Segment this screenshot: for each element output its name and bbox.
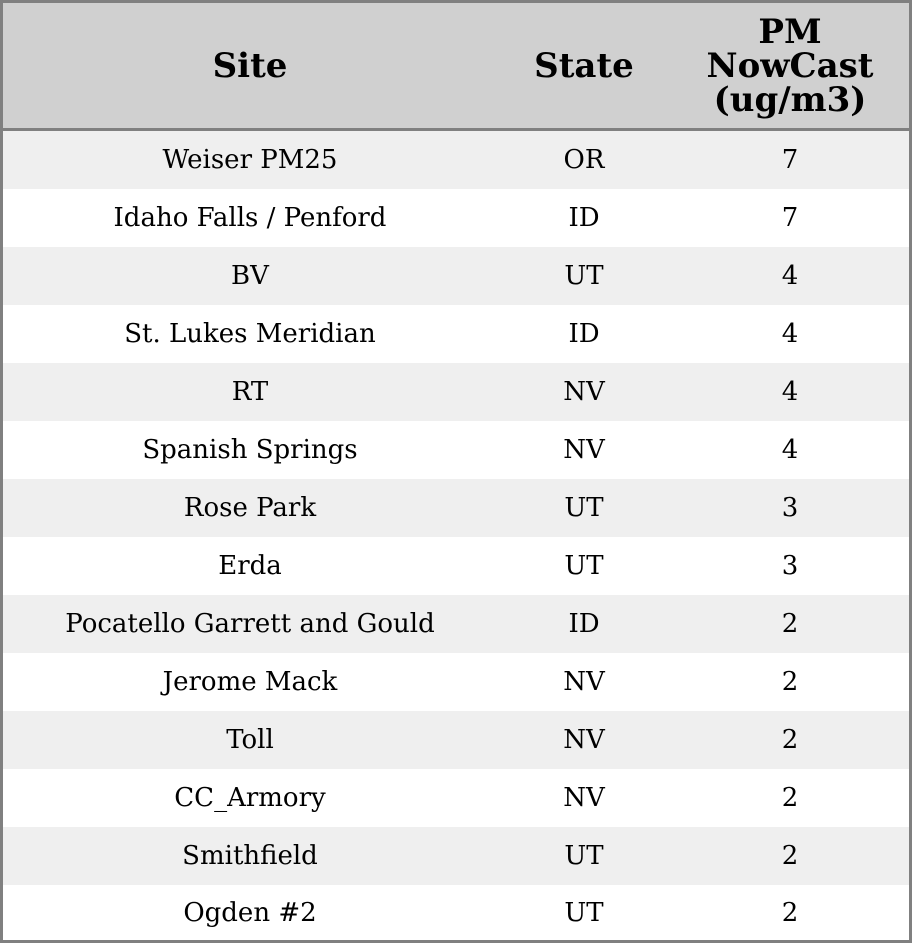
site-cell: Weiser PM25: [3, 130, 497, 190]
table-row: [3, 827, 909, 885]
table-row: [3, 885, 909, 940]
pm-nowcast-cell: 2: [671, 711, 909, 769]
site-cell: Toll: [3, 711, 497, 769]
table-row: [3, 769, 909, 827]
table-row: [3, 305, 909, 363]
pm-nowcast-cell: 7: [671, 189, 909, 247]
pm-header-line-1: PM: [758, 11, 822, 52]
column-header-site: Site: [3, 3, 497, 130]
site-cell: Spanish Springs: [3, 421, 497, 479]
site-cell: Erda: [3, 537, 497, 595]
pm-nowcast-cell: 3: [671, 537, 909, 595]
state-cell: ID: [497, 189, 671, 247]
pm-nowcast-table: [3, 3, 909, 940]
pm-nowcast-cell: 3: [671, 479, 909, 537]
table-header: [3, 3, 909, 130]
state-cell: UT: [497, 885, 671, 940]
table-row: [3, 363, 909, 421]
table-row: [3, 537, 909, 595]
pm-nowcast-cell: 2: [671, 595, 909, 653]
site-cell: Pocatello Garrett and Gould: [3, 595, 497, 653]
pm-nowcast-cell: 7: [671, 130, 909, 190]
site-cell: St. Lukes Meridian: [3, 305, 497, 363]
state-cell: UT: [497, 827, 671, 885]
pm-nowcast-cell: 2: [671, 885, 909, 940]
state-cell: NV: [497, 711, 671, 769]
site-cell: Ogden #2: [3, 885, 497, 940]
pm-nowcast-cell: 2: [671, 827, 909, 885]
state-cell: ID: [497, 595, 671, 653]
site-cell: BV: [3, 247, 497, 305]
state-cell: UT: [497, 479, 671, 537]
pm-nowcast-cell: 4: [671, 305, 909, 363]
site-cell: Smithfield: [3, 827, 497, 885]
pm-header-line-3: (ug/m3): [713, 79, 867, 120]
site-cell: Idaho Falls / Penford: [3, 189, 497, 247]
column-header-state: State: [497, 3, 671, 130]
table-row: [3, 653, 909, 711]
table-row: [3, 595, 909, 653]
state-cell: NV: [497, 653, 671, 711]
state-cell: ID: [497, 305, 671, 363]
state-cell: NV: [497, 769, 671, 827]
state-cell: UT: [497, 247, 671, 305]
table-row: [3, 421, 909, 479]
table-row: [3, 247, 909, 305]
table-row: [3, 479, 909, 537]
site-cell: Rose Park: [3, 479, 497, 537]
table-row: [3, 711, 909, 769]
state-cell: NV: [497, 363, 671, 421]
site-cell: Jerome Mack: [3, 653, 497, 711]
pm-nowcast-cell: 4: [671, 363, 909, 421]
site-cell: CC_Armory: [3, 769, 497, 827]
state-cell: UT: [497, 537, 671, 595]
state-cell: NV: [497, 421, 671, 479]
pm-nowcast-cell: 4: [671, 421, 909, 479]
state-cell: OR: [497, 130, 671, 190]
pm-nowcast-cell: 2: [671, 769, 909, 827]
header-row: [3, 3, 909, 130]
pm-nowcast-cell: 2: [671, 653, 909, 711]
pm-nowcast-cell: 4: [671, 247, 909, 305]
table-row: [3, 130, 909, 190]
table-body: [3, 130, 909, 941]
column-header-pm-nowcast: [671, 3, 909, 130]
table-row: [3, 189, 909, 247]
pm-header-line-2: NowCast: [706, 45, 874, 86]
site-cell: RT: [3, 363, 497, 421]
